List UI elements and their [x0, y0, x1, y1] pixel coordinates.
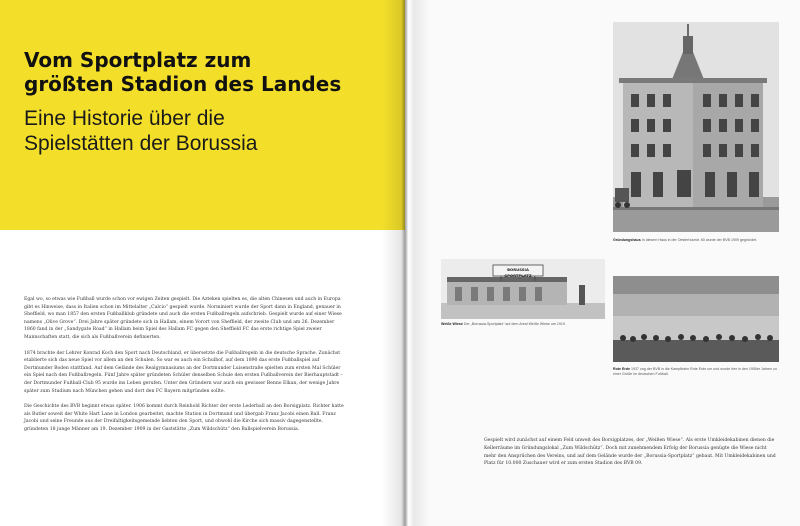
body-paragraph: Die Geschichte des BVB beginnt etwas später. 1906 kommt durch Reinhold Richter der erste Lederball an den Borsigplatz. Richter hatte als Butler soweit der White Hart Lane in London gearbeitet, machte Station in Dortmund und übergab Franz Jacobi einen Ball. Franz Jacobi und seine Freunde aus der Dreifaltigkeitsgemeinde liebten den Sport, und obwohl die Kirche sich massiv dagegenstellte, gründeten 18 junge Männer am 19. Dezember 1909 in der Gaststätte „Zum Wildschütz“ den Ballspielverein Borussia.: [24, 404, 344, 432]
photo-caption: [613, 367, 779, 378]
body-paragraph: Egal wo, so etwas wie Fußball wurde schon vor ewigen Zeiten gespielt. Die Azteken spielten es, die alten Chinesen und auch in Europa gibt es Hinweise, dass in Italien schon im Mittelalter „Calcio“ gespielt wurde. Norminiert wurde der Sport dann in England, genauer in Sheffield, wo man 1857 den ersten Fußballklub gründete und auch die ersten Fußballregeln aufschrieb. Gespielt wurde auf einer Wiese namens „Olive Grove“. Drei Jahre später gründete sich in Hallam, einem Vorort von Sheffield, der zweite Club und am 26. Dezember 1860 fand in der „Sandygate Road“ in Hallam beim Spiel des Hallam FC gegen den Sheffield FC das erste richtige Spiel zweier Mannschaften statt, die sich als Fußballverein definierten.: [24, 297, 342, 340]
photo-caption: [441, 322, 605, 327]
body-paragraph: Gespielt wird zunächst auf einem Feld unweit des Borsigplatzes, der „Weißen Wiese“. Als erste Umkleidekabinen dienen die Kellerräume im Gründungslokal „Zum Wildschütz“. Doch mit zunehmendem Erfolg der Borussia genügte die Wiese nicht mehr den Ansprüchen des Vereins, und auf dem Gelände wurde der „Borussia-Sportplatz“ gebaut. Mit Umkleidekabinen und Platz für 10.000 Zuschauer wird er zum ersten Stadion des BVB 09.: [484, 438, 776, 467]
caption-label: Rote Erde: [613, 367, 630, 371]
caption-text: In diesem Haus in der Oesterholzstr. 60 wurde der BVB 1909 gegründet.: [641, 238, 758, 242]
body-paragraph: 1874 brachte der Lehrer Konrad Koch den Sport nach Deutschland, er übersetzte die Fußballregeln in die deutsche Sprache. Zunächst etablierte sich das neue Spiel vor allem an den Schulen. So war es auch ein Schulhof, auf dem 1890 das erste Fußballspiel auf Dortmunder Boden stattfand. Auf dem Gelände des Realgymnasiums an der Dortmunder Luisenstraße spielten zum ersten Mal Schüler ein Spiel nach den Fußballregeln. Fünf Jahre später gründeten Schüler denselben Schule den ersten Fußballverein der Bierhauptstadt – der Dortmunder Fußball-Club 95 wurde ins Leben gerufen. Unter den Gründern war auch ein gewisser Benno Elkan, der wenige Jahre später zum Studium nach München gehen und dort den FC Bayern mitgründen sollte.: [24, 350, 343, 394]
photo-weisse-wiese: [441, 259, 605, 319]
photo-founding-house: [613, 22, 779, 232]
caption-label: Gründungshaus: [613, 238, 641, 242]
rote-erde-illustration: [613, 276, 779, 362]
photo-rote-erde: [613, 276, 779, 362]
photo-caption: [613, 238, 779, 243]
caption-text: Der „Borussia-Sportplatz“ auf dem Areal Weiße Wiese um 1919.: [463, 322, 566, 326]
caption-text: 1937 zog der BVB in die Kampfbahn Rote Erde um und wurde hier in den 1950er Jahren zu einer Größe im deutschen Fußball.: [613, 367, 777, 377]
page-title: Vom Sportplatz zum größten Stadion des Landes: [24, 48, 342, 96]
founding-house-illustration: [613, 22, 779, 232]
body-text-column: [24, 296, 346, 442]
caption-label: Weiße Wiese: [441, 322, 463, 326]
page-subtitle: Eine Historie über die Spielstätten der Borussia: [24, 107, 258, 155]
sign-text: BORUSSIA SPORTPLATZ: [504, 267, 532, 278]
